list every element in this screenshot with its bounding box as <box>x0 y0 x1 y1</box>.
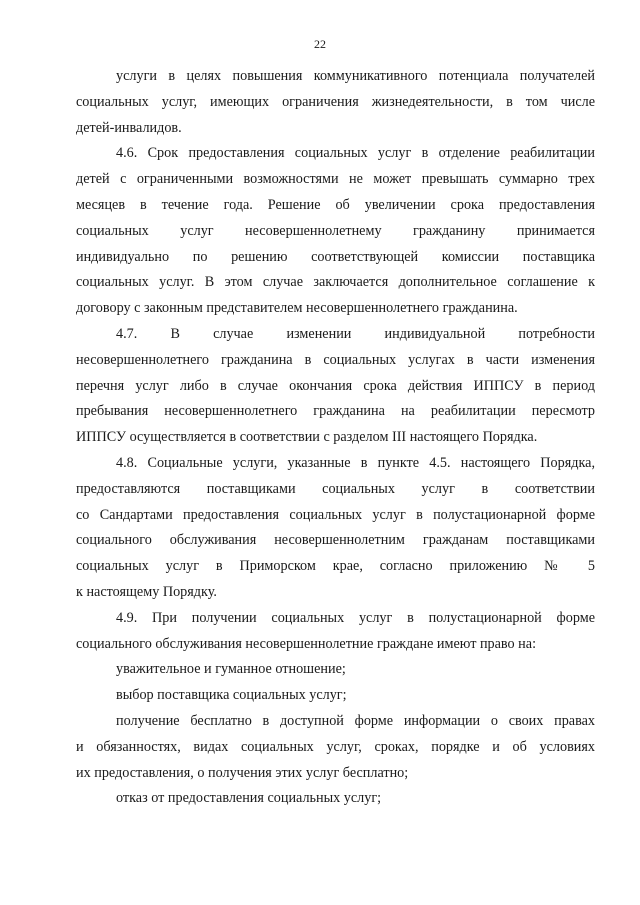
text-line: договору с законным представителем несовершеннолетнего гражданина. <box>76 300 518 317</box>
text-line: месяцев в течение года. Решение об увеличении срока предоставления <box>76 196 595 213</box>
text-line: и обязанностях, видах социальных услуг, сроках, порядке и об условиях <box>76 738 595 755</box>
text-line: социального обслуживания несовершеннолетним гражданам поставщиками <box>76 532 595 549</box>
text-line: выбор поставщика социальных услуг; <box>116 687 347 704</box>
text-line: услуги в целях повышения коммуникативного потенциала получателей <box>116 68 595 84</box>
page-number: 22 <box>314 37 326 51</box>
text-line: индивидуально по решению соответствующей комиссии поставщика <box>76 248 595 265</box>
text-line: ИППСУ осуществляется в соответствии с разделом III настоящего Порядка. <box>76 429 538 446</box>
text-line: 4.7. В случае изменении индивидуальной потребности <box>116 325 595 342</box>
text-line: детей с ограниченными возможностями не может превышать суммарно трех <box>76 171 595 188</box>
text-line: уважительное и гуманное отношение; <box>116 661 346 678</box>
text-line: социальных услуг. В этом случае заключается дополнительное соглашение к <box>76 274 595 291</box>
text-line: несовершеннолетнего гражданина в социальных услугах в части изменения <box>76 351 595 368</box>
body-text <box>76 64 595 812</box>
text-line: социального обслуживания несовершеннолетние граждане имеют право на: <box>76 635 537 652</box>
text-line: перечня услуг либо в случае окончания срока действия ИППСУ в период <box>76 377 595 394</box>
text-line: пребывания несовершеннолетнего гражданина на реабилитации пересмотр <box>76 403 595 420</box>
text-line: социальных услуг несовершеннолетнему гражданину принимается <box>76 222 595 239</box>
text-line: социальных услуг, имеющих ограничения жизнедеятельности, в том числе <box>76 93 595 110</box>
text-line: 4.8. Социальные услуги, указанные в пункте 4.5. настоящего Порядка, <box>116 454 595 471</box>
text-line: отказ от предоставления социальных услуг; <box>116 790 382 807</box>
text-line: детей-инвалидов. <box>76 119 182 136</box>
text-line: 4.6. Срок предоставления социальных услуг в отделение реабилитации <box>116 145 595 162</box>
text-line: к настоящему Порядку. <box>76 583 217 600</box>
text-line: предоставляются поставщиками социальных услуг в соответствии <box>76 480 595 497</box>
text-line: 4.9. При получении социальных услуг в полустационарной форме <box>116 609 595 626</box>
text-line: социальных услуг в Приморском крае, согласно приложению № 5 <box>76 558 595 575</box>
text-line: их предоставления, о получения этих услуг бесплатно; <box>76 764 409 781</box>
text-line: получение бесплатно в доступной форме информации о своих правах <box>116 712 595 729</box>
text-line: со Сандартами предоставления социальных услуг в полустационарной форме <box>76 506 595 523</box>
